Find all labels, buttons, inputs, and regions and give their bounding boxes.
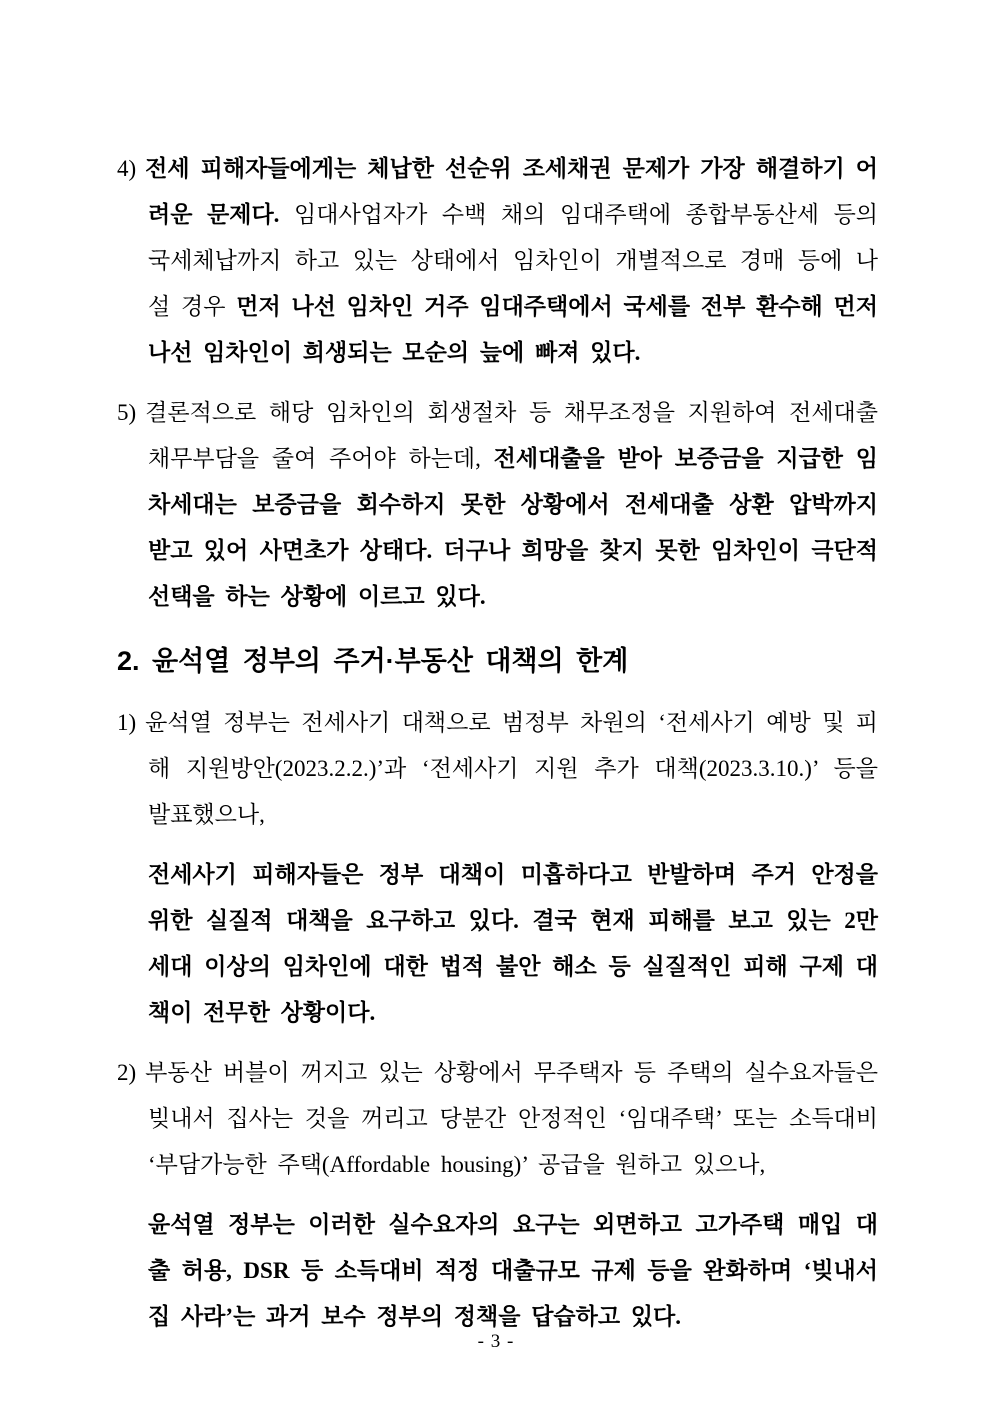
list-marker: 1) xyxy=(117,710,137,735)
text-segment: 윤석열 정부는 전세사기 대책으로 범정부 차원의 ‘전세사기 예방 및 피해 지원방안(2023.2.2.)’과 ‘전세사기 지원 추가 대책(2023.3.10.)’ 등을 발표했으나, xyxy=(145,710,878,827)
text-segment: 결론적으로 해당 임차인의 회생절차 등 채무조정을 지원하여 전세대출 채무부담을 줄여 주어야 하는데, xyxy=(145,400,878,471)
text-segment: 윤석열 정부는 이러한 실수요자의 요구는 외면하고 고가주택 매입 대출 허용, DSR 등 소득대비 적정 대출규모 규제 등을 완화하며 ‘빚내서 집 사라’는 과거 보수 정부의 정책을 답습하고 있다. xyxy=(148,1212,878,1329)
emphasis-paragraph xyxy=(148,1202,878,1340)
text-segment: 부동산 버블이 꺼지고 있는 상황에서 무주택자 등 주택의 실수요자들은 빚내서 집사는 것을 꺼리고 당분간 안정적인 ‘임대주택’ 또는 소득대비 ‘부담가능한 주택(Affordable housing)’ 공급을 원하고 있으나, xyxy=(145,1060,878,1177)
list-marker: 5) xyxy=(117,400,137,425)
list-marker: 2) xyxy=(117,1060,137,1085)
text-segment: 먼저 나선 임차인 거주 임대주택에서 국세를 전부 환수해 먼저 나선 임차인이 희생되는 모순의 늪에 빠져 있다. xyxy=(148,294,878,365)
emphasis-paragraph xyxy=(148,852,878,1036)
paragraph-item-1 xyxy=(117,700,878,838)
paragraph-item-5 xyxy=(117,390,878,620)
page-number: - 3 - xyxy=(477,1331,515,1352)
section-heading: 2. 윤석열 정부의 주거·부동산 대책의 한계 xyxy=(117,646,629,676)
paragraph-item-4 xyxy=(117,146,878,376)
list-marker: 4) xyxy=(117,156,137,181)
paragraph-item-2 xyxy=(117,1050,878,1188)
text-segment: 전세 피해자들에게는 체납한 선순위 조세채권 문제가 가장 해결하기 어려운 문제다. xyxy=(145,156,878,227)
text-segment: 전세대출을 받아 보증금을 지급한 임차세대는 보증금을 회수하지 못한 상황에서 전세대출 상환 압박까지 받고 있어 사면초가 상태다. 더구나 희망을 찾지 못한 임차인이 극단적 선택을 하는 상황에 이르고 있다. xyxy=(148,446,878,609)
text-segment: 전세사기 피해자들은 정부 대책이 미흡하다고 반발하며 주거 안정을 위한 실질적 대책을 요구하고 있다. 결국 현재 피해를 보고 있는 2만 세대 이상의 임차인에 대한 법적 불안 해소 등 실질적인 피해 구제 대책이 전무한 상황이다. xyxy=(148,862,878,1025)
text-segment: 임대사업자가 수백 채의 임대주택에 종합부동산세 등의 국세체납까지 하고 있는 상태에서 임차인이 개별적으로 경매 등에 나설 경우 xyxy=(148,202,879,319)
